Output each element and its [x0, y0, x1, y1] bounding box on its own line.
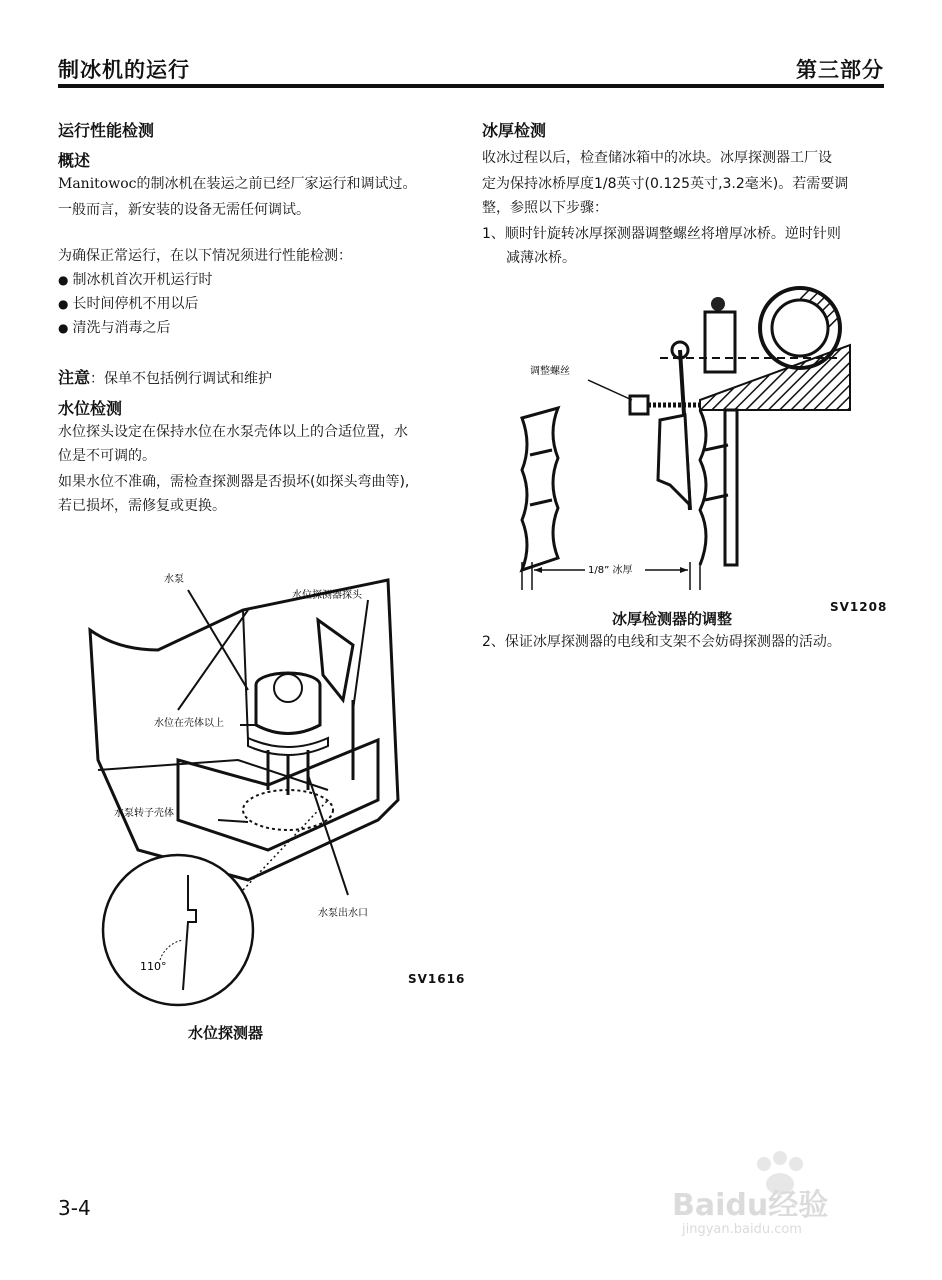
- ice-thickness-heading: 冰厚检测: [482, 121, 547, 140]
- overview-heading: 概述: [58, 151, 91, 170]
- level-probe: [318, 620, 353, 700]
- water-level-diagram: [78, 560, 478, 1010]
- ice-probe: [658, 415, 690, 505]
- ice-para-line-1: 收冰过程以后，检查储冰箱中的冰块。冰厚探测器工厂设: [482, 150, 832, 166]
- ice-wall: [522, 408, 558, 570]
- probe-label: 水位探测器探头: [292, 590, 362, 601]
- intro-line-2: 一般而言，新安装的设备无需任何调试。: [58, 202, 310, 218]
- figure-caption: 冰厚检测器的调整: [612, 610, 733, 628]
- ice-para-line-2: 定为保持冰桥厚度1/8英寸(0.125英寸,3.2毫米)。若需要调: [482, 176, 849, 192]
- bullet-item: ● 清洗与消毒之后: [58, 316, 170, 340]
- detail-inset: [103, 855, 253, 1005]
- adjusting-screw: [630, 396, 648, 414]
- check-lead: 为确保正常运行，在以下情况须进行性能检测：: [58, 248, 352, 264]
- thickness-label: 1/8” 冰厚: [588, 565, 633, 576]
- baidu-watermark: [672, 1150, 892, 1250]
- figure-code: SV1208: [830, 600, 888, 614]
- note-text: ：保单不包括例行调试和维护: [90, 371, 273, 387]
- note-label: 注意: [58, 368, 91, 387]
- water-para-2a: 如果水位不准确，需检查探测器是否损坏(如探头弯曲等),: [58, 474, 410, 490]
- ice-thickness-diagram: [500, 270, 900, 600]
- water-para-1a: 水位探头设定在保持水位在水泵壳体以上的合适位置，水: [58, 424, 408, 440]
- water-level-heading: 水位检测: [58, 399, 123, 418]
- outlet-label: 水泵出水口: [318, 908, 368, 919]
- bullet-item: ● 制冰机首次开机运行时: [58, 268, 212, 292]
- water-para-1b: 位是不可调的。: [58, 448, 156, 464]
- figure-caption: 水位探测器: [188, 1024, 264, 1042]
- performance-heading: 运行性能检测: [58, 121, 155, 140]
- bullet-item: ● 长时间停机不用以后: [58, 292, 198, 316]
- warranty-note: [58, 366, 272, 391]
- step-1-line-2: 减薄冰桥。: [506, 250, 576, 266]
- page-number: 3-4: [58, 1196, 91, 1220]
- header-rule: [58, 84, 884, 88]
- watermark-brand: Baidu经验: [672, 1188, 829, 1223]
- ice-para-line-3: 整，参照以下步骤：: [482, 200, 608, 216]
- section-label: 第三部分: [796, 58, 884, 82]
- intro-line-1: Manitowoc的制冰机在装运之前已经厂家运行和调试过。: [58, 176, 417, 192]
- figure-code: SV1616: [408, 972, 466, 986]
- step-1-line-1: 1、顺时针旋转冰厚探测器调整螺丝将增厚冰桥。逆时针则: [482, 226, 841, 242]
- watermark-url: jingyan.baidu.com: [682, 1222, 802, 1237]
- housing-label: 水泵转子壳体: [114, 808, 174, 819]
- angle-label: 110°: [140, 960, 167, 973]
- water-para-2b: 若已损坏，需修复或更换。: [58, 498, 226, 514]
- level-label: 水位在壳体以上: [154, 718, 224, 729]
- chapter-title: 制冰机的运行: [58, 58, 190, 82]
- pump-label: 水泵: [164, 574, 184, 585]
- screw-label: 调整螺丝: [530, 366, 570, 377]
- step-2: 2、保证冰厚探测器的电线和支架不会妨碍探测器的活动。: [482, 634, 841, 650]
